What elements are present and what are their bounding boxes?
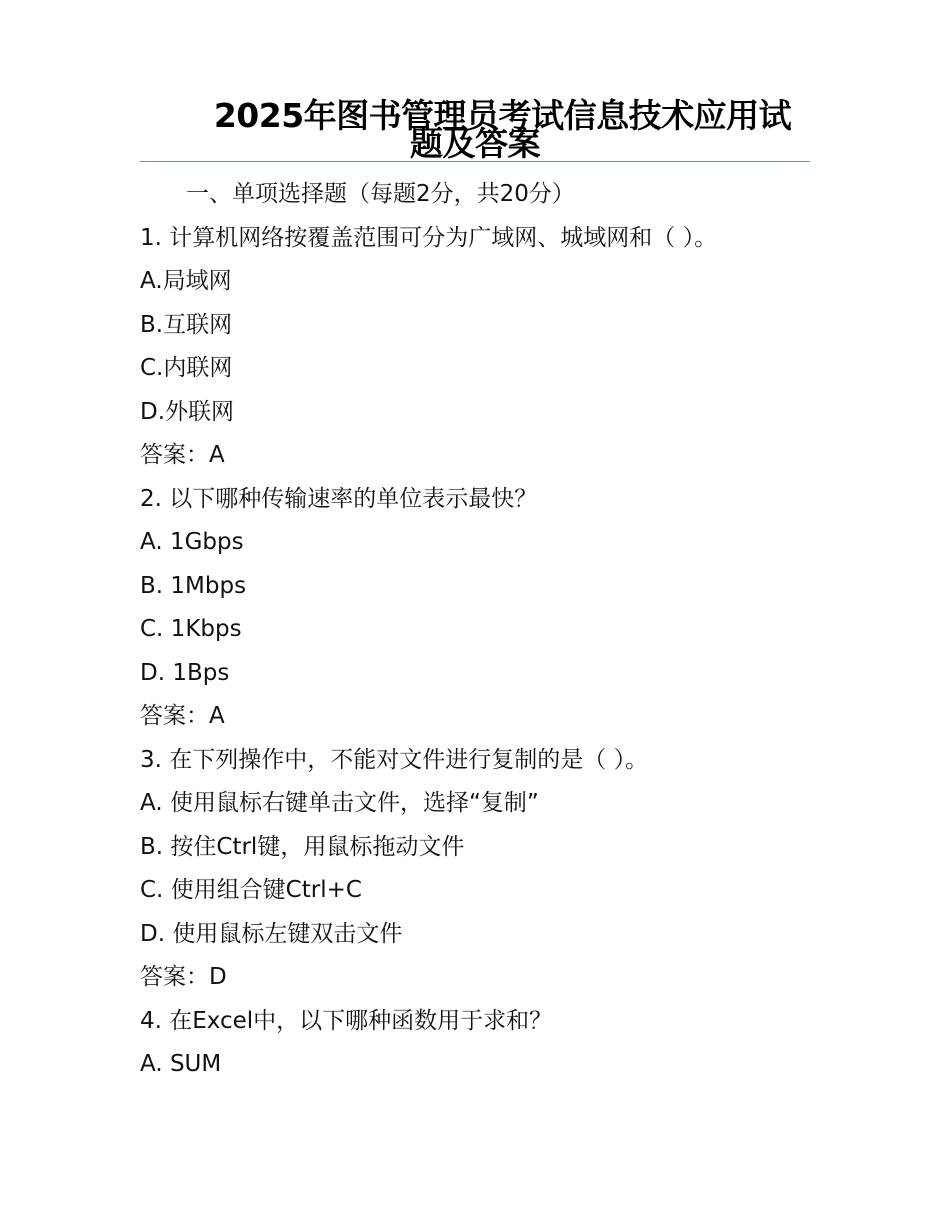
question-1-option-a: A.局域网 (140, 268, 232, 294)
document-body (140, 173, 820, 1087)
question-stem-3: 3. 在下列操作中，不能对文件进行复制的是（ ）。 (140, 746, 649, 773)
section-heading: 一、单项选择题（每题2分，共20分） (186, 181, 575, 207)
title-divider (140, 161, 810, 162)
question-3-option-d: D. 使用鼠标左键双击文件 (140, 920, 403, 947)
question-1-option-d: D.外联网 (140, 398, 235, 425)
question-1-option-b: B.互联网 (140, 311, 233, 338)
question-3-option-a: A. 使用鼠标右键单击文件，选择“复制” (140, 790, 539, 816)
question-2-answer: 答案：A (140, 703, 225, 729)
question-1-option-c: C.内联网 (140, 355, 233, 381)
question-2-option-a: A. 1Gbps (140, 529, 244, 555)
question-stem-2: 2. 以下哪种传输速率的单位表示最快？ (140, 485, 538, 512)
question-stem-4: 4. 在Excel中，以下哪种函数用于求和？ (140, 1007, 553, 1034)
question-3-answer: 答案：D (140, 964, 227, 990)
title-line-2: 题及答案 (410, 124, 540, 163)
question-3-option-b: B. 按住Ctrl键，用鼠标拖动文件 (140, 833, 465, 860)
document-title (140, 96, 810, 163)
question-stem-1: 1. 计算机网络按覆盖范围可分为广域网、城域网和（ ）。 (140, 224, 718, 251)
title-line-1: 2025年图书管理员考试信息技术应用试 (213, 96, 792, 135)
question-2-option-c: C. 1Kbps (140, 616, 242, 642)
question-3-option-c: C. 使用组合键Ctrl+C (140, 877, 362, 903)
question-4-option-a: A. SUM (140, 1051, 222, 1077)
question-1-answer: 答案：A (140, 442, 225, 468)
question-2-option-d: D. 1Bps (140, 659, 230, 686)
question-2-option-b: B. 1Mbps (140, 572, 247, 599)
